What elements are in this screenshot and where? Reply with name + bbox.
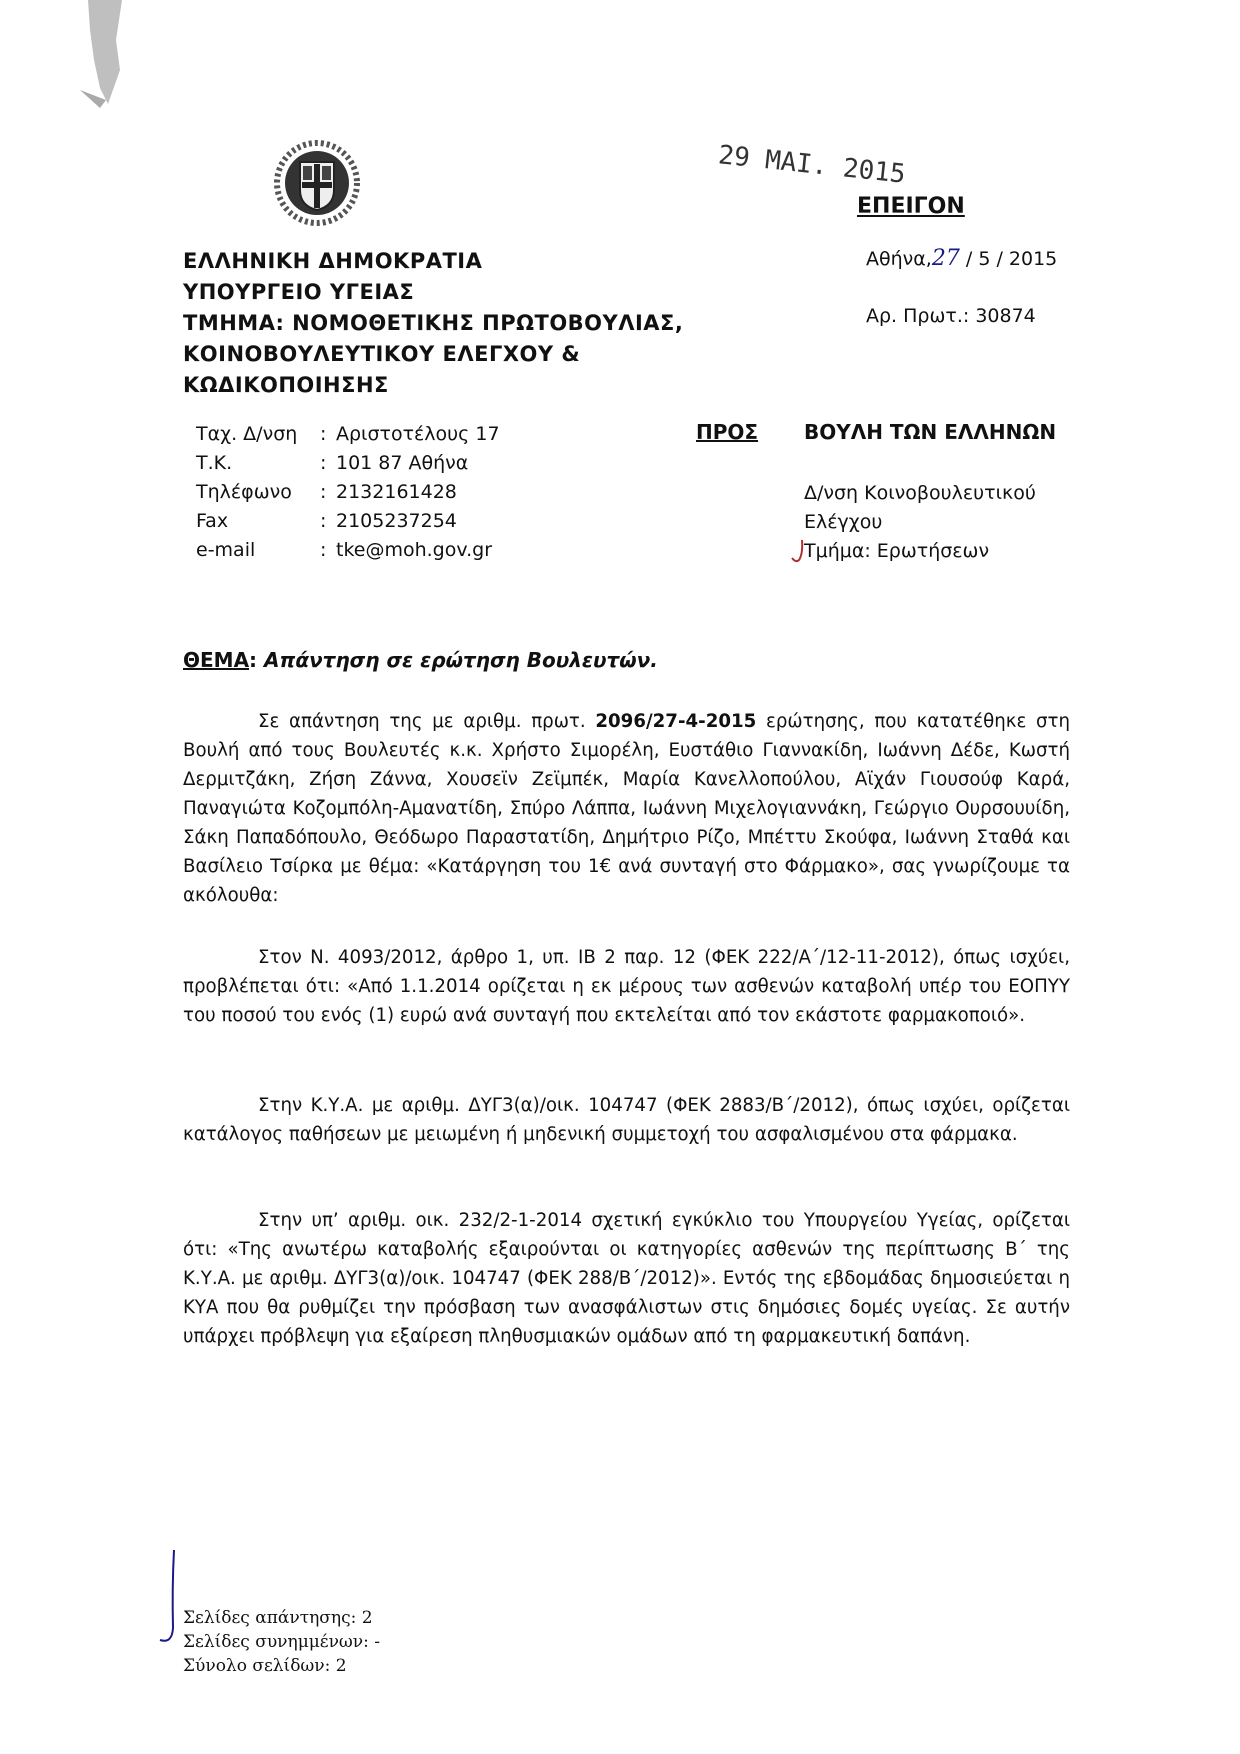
contact-value: 2105237254 xyxy=(336,510,457,532)
contact-value: 101 87 Αθήνα xyxy=(336,452,469,474)
contact-label: Τ.Κ. xyxy=(196,452,233,474)
recipient-dept-line: Ελέγχου xyxy=(804,511,883,533)
org-line: ΤΜΗΜΑ: ΝΟΜΟΘΕΤΙΚΗΣ ΠΡΩΤΟΒΟΥΛΙΑΣ, xyxy=(183,311,684,335)
place-date xyxy=(866,246,1057,271)
handwritten-tick-icon xyxy=(790,538,806,564)
question-reference: 2096/27-4-2015 xyxy=(595,711,757,732)
contact-row: Fax : 2105237254 xyxy=(196,507,500,536)
pages-attachments: Σελίδες συνημμένων: - xyxy=(183,1632,381,1652)
urgent-label: ΕΠΕΙΓΟΝ xyxy=(857,194,965,219)
contact-details xyxy=(196,420,500,565)
pages-total: Σύνολο σελίδων: 2 xyxy=(183,1656,347,1676)
received-date-stamp: 29 ΜΑΙ. 2015 xyxy=(716,140,907,190)
handwritten-pen-mark xyxy=(150,1548,180,1648)
protocol-number: Αρ. Πρωτ.: 30874 xyxy=(866,305,1036,327)
contact-row: Ταχ. Δ/νση : Αριστοτέλους 17 xyxy=(196,420,500,449)
scan-artifact xyxy=(60,0,150,110)
org-line: ΕΛΛΗΝΙΚΗ ΔΗΜΟΚΡΑΤΙΑ xyxy=(183,249,483,273)
paragraph-3: Στην Κ.Υ.Α. με αριθμ. ΔΥΓ3(α)/οικ. 104747 (ΦΕΚ 2883/Β΄/2012), όπως ισχύει, ορίζεται κατάλογος παθήσεων με μειωμένη ή μηδενική συμμετοχή του ασφαλισμένου στα φάρμακα. xyxy=(183,1095,1070,1145)
subject-line: ΘΕΜΑ: Απάντηση σε ερώτηση Βουλευτών. xyxy=(183,648,658,672)
org-line: ΥΠΟΥΡΓΕΙΟ ΥΓΕΙΑΣ xyxy=(183,280,415,304)
date-rest: / 5 / 2015 xyxy=(965,248,1058,270)
contact-row: Τ.Κ. : 101 87 Αθήνα xyxy=(196,449,500,478)
contact-label: Τηλέφωνο xyxy=(196,481,292,503)
paragraph-text: Σε απάντηση της με αριθμ. πρωτ. xyxy=(258,711,596,732)
recipient-name: ΒΟΥΛΗ ΤΩΝ ΕΛΛΗΝΩΝ xyxy=(804,420,1057,444)
contact-label: e-mail xyxy=(196,539,256,561)
recipient-dept-line: Δ/νση Κοινοβουλευτικού xyxy=(804,482,1036,504)
handwritten-day: 27 xyxy=(931,246,960,271)
contact-label: Ταχ. Δ/νση xyxy=(196,423,298,445)
contact-value: 2132161428 xyxy=(336,481,457,503)
contact-row: Τηλέφωνο : 2132161428 xyxy=(196,478,500,507)
coat-of-arms-emblem xyxy=(272,138,362,228)
contact-value: tke@moh.gov.gr xyxy=(336,539,493,561)
paragraph-text: ερώτησης, που κατατέθηκε στη Βουλή από τους Βουλευτές κ.κ. Χρήστο Σιμορέλη, Ευστάθιο Γιαννακίδη, Ιωάννη Δέδε, Κωστή Δερμιτζάκη, Ζήση Ζάννα, Χουσεϊν Ζεϊμπέκ, Μαρία Κανελλοπούλου, Αϊχάν Γιουσούφ Καρά, Παναγιώτα Κοζομπόλη-Αμανατίδη, Σπύρο Λάππα, Ιωάννη Μιχελογιαννάκη, Γεώργιο Ουρσουυίδη, Σάκη Παπαδόπουλο, Θεόδωρο Παραστατίδη, Δημήτριο Ρίζο, Μπέττυ Σκούφα, Ιωάννη Σταθά και Βασίλειο Τσίρκα με θέμα: «Κατάργηση του 1€ ανά συνταγή στο Φάρμακο», σας γνωρίζουμε τα ακόλουθα: xyxy=(183,711,1070,906)
place: Αθήνα, xyxy=(866,248,932,270)
recipient-department xyxy=(804,479,1036,566)
org-line: ΚΩΔΙΚΟΠΟΙΗΣΗΣ xyxy=(183,373,389,397)
contact-value: Αριστοτέλους 17 xyxy=(336,423,500,445)
contact-label: Fax xyxy=(196,510,229,532)
paragraph-2: Στον Ν. 4093/2012, άρθρο 1, υπ. ΙΒ 2 παρ. 12 (ΦΕΚ 222/Α΄/12-11-2012), όπως ισχύει, προβλέπεται ότι: «Από 1.1.2014 ορίζεται η εκ μέρους των ασθενών καταβολή υπέρ του ΕΟΠΥΥ του ποσού του ενός (1) ευρώ ανά συνταγή που εκτελείται από τον εκάστοτε φαρμακοποιό». xyxy=(183,947,1070,1026)
sender-organization xyxy=(183,246,683,401)
subject-text: Απάντηση σε ερώτηση Βουλευτών. xyxy=(264,648,658,672)
page-count-footer xyxy=(183,1606,380,1678)
recipient-label: ΠΡΟΣ xyxy=(696,420,759,444)
org-line: ΚΟΙΝΟΒΟΥΛΕΥΤΙΚΟΥ ΕΛΕΓΧΟΥ & xyxy=(183,342,581,366)
recipient-dept-line: Τμήμα: Ερωτήσεων xyxy=(804,540,990,562)
contact-row: e-mail : tke@moh.gov.gr xyxy=(196,536,500,565)
paragraph-1 xyxy=(183,707,1070,910)
paragraph-4: Στην υπ’ αριθμ. οικ. 232/2-1-2014 σχετική εγκύκλιο του Υπουργείου Υγείας, ορίζεται ότι: «Της ανωτέρω καταβολής εξαιρούνται οι κατηγορίες ασθενών της περίπτωσης Β΄ της Κ.Υ.Α. με αριθμ. ΔΥΓ3(α)/οικ. 104747 (ΦΕΚ 288/Β΄/2012)». Εντός της εβδομάδας δημοσιεύεται η ΚΥΑ που θα ρυθμίζει την πρόσβαση των ανασφάλιστων στις δημόσιες δομές υγείας. Σε αυτήν υπάρχει πρόβλεψη για εξαίρεση πληθυσμιακών ομάδων από τη φαρμακευτική δαπάνη. xyxy=(183,1210,1070,1347)
pages-answer: Σελίδες απάντησης: 2 xyxy=(183,1608,373,1628)
subject-label: ΘΕΜΑ xyxy=(183,648,250,672)
